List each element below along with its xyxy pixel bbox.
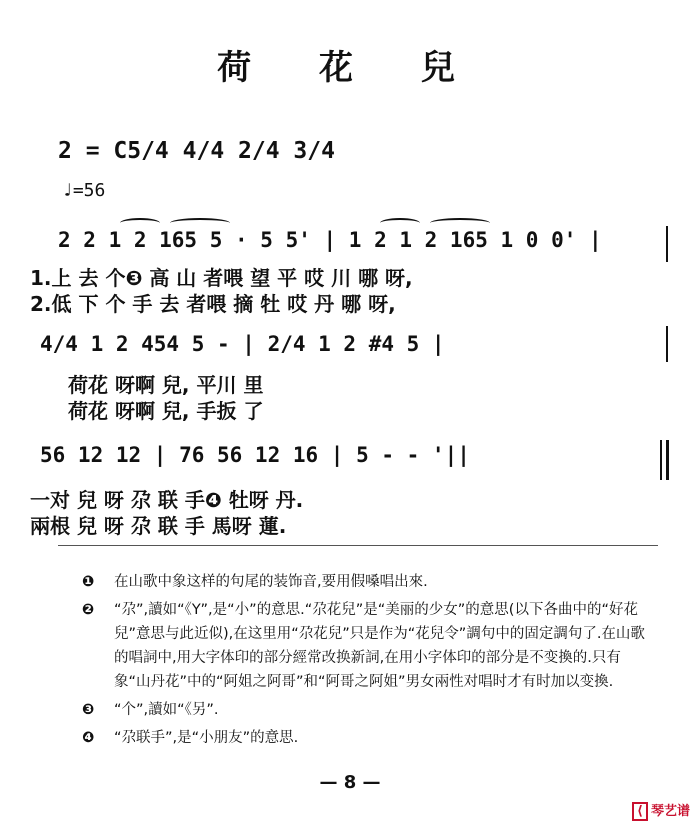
score-line-2-lyric-2: 荷花 呀啊 兒, 手扳 了: [68, 399, 264, 423]
footnote-3: [82, 698, 657, 722]
watermark-logo: [632, 800, 690, 819]
footnote-text: 在山歌中象这样的句尾的装饰音,要用假嗓唱出來.: [114, 574, 428, 590]
tempo-marking: ♩=56: [62, 180, 106, 201]
footnote-marker: ❸: [82, 702, 95, 718]
key-time-signature: 2 = C5/4 4/4 2/4 3/4: [58, 138, 335, 164]
footnote-divider: [58, 545, 658, 546]
slur-mark: [380, 218, 420, 228]
page-number: — 8 —: [319, 772, 381, 793]
score-line-1-notes: 2 2 1 2 165 5 · 5 5' | 1 2 1 2 165 1 0 0' |: [58, 228, 602, 252]
footnote-marker: ❶: [82, 574, 95, 590]
barline: [666, 226, 668, 262]
footnote-1: [82, 570, 657, 594]
footnote-4: [82, 726, 657, 750]
slur-mark: [120, 218, 160, 228]
score-line-3-lyric-1: 一对 兒 呀 尕 联 手❹ 牡呀 丹.: [30, 488, 304, 512]
barline: [666, 326, 668, 362]
footnotes: [82, 570, 657, 754]
slur-mark: [430, 218, 490, 228]
score-line-1-lyric-2: 2.低 下 个 手 去 者喂 摘 牡 哎 丹 哪 呀,: [30, 292, 396, 316]
final-barline: [666, 440, 669, 480]
footnote-text: “个”,讀如“《另”.: [114, 702, 219, 718]
footnote-text: “尕”,讀如“《Y”,是“小”的意思.“尕花兒”是“美丽的少女”的意思(以下各曲中的“好花兒”意思与此近似),在这里用“尕花兒”只是作为“花兒令”調句中的固定調句了.在山歌的唱詞中,用大字体印的部分經常改换新詞,在用小字体印的部分是不变換的.只有象“山丹花”中的“阿姐之阿哥”和“阿哥之阿姐”男女兩性对唱时才有时加以变換.: [114, 602, 645, 690]
score-line-1-lyric-1: 1.上 去 个❸ 高 山 者喂 望 平 哎 川 哪 呀,: [30, 266, 413, 290]
logo-icon: ⟨: [632, 802, 648, 821]
song-title: 荷 花 兒: [217, 48, 483, 88]
score-line-2-lyric-1: 荷花 呀啊 兒, 平川 里: [68, 373, 264, 397]
footnote-text: “尕联手”,是“小朋友”的意思.: [114, 730, 299, 746]
watermark-text: 琴艺谱: [650, 804, 690, 819]
score-line-3-lyric-2: 兩根 兒 呀 尕 联 手 馬呀 蓮.: [30, 514, 287, 538]
footnote-marker: ❷: [82, 602, 95, 618]
footnote-marker: ❹: [82, 730, 95, 746]
slur-mark: [170, 218, 230, 228]
final-barline: [660, 440, 662, 480]
score-line-2-notes: 4/4 1 2 454 5 - | 2/4 1 2 #4 5 |: [40, 332, 445, 356]
footnote-2: [82, 598, 657, 694]
score-line-3-notes: 56 12 12 | 76 56 12 16 | 5 - - '||: [40, 443, 470, 467]
